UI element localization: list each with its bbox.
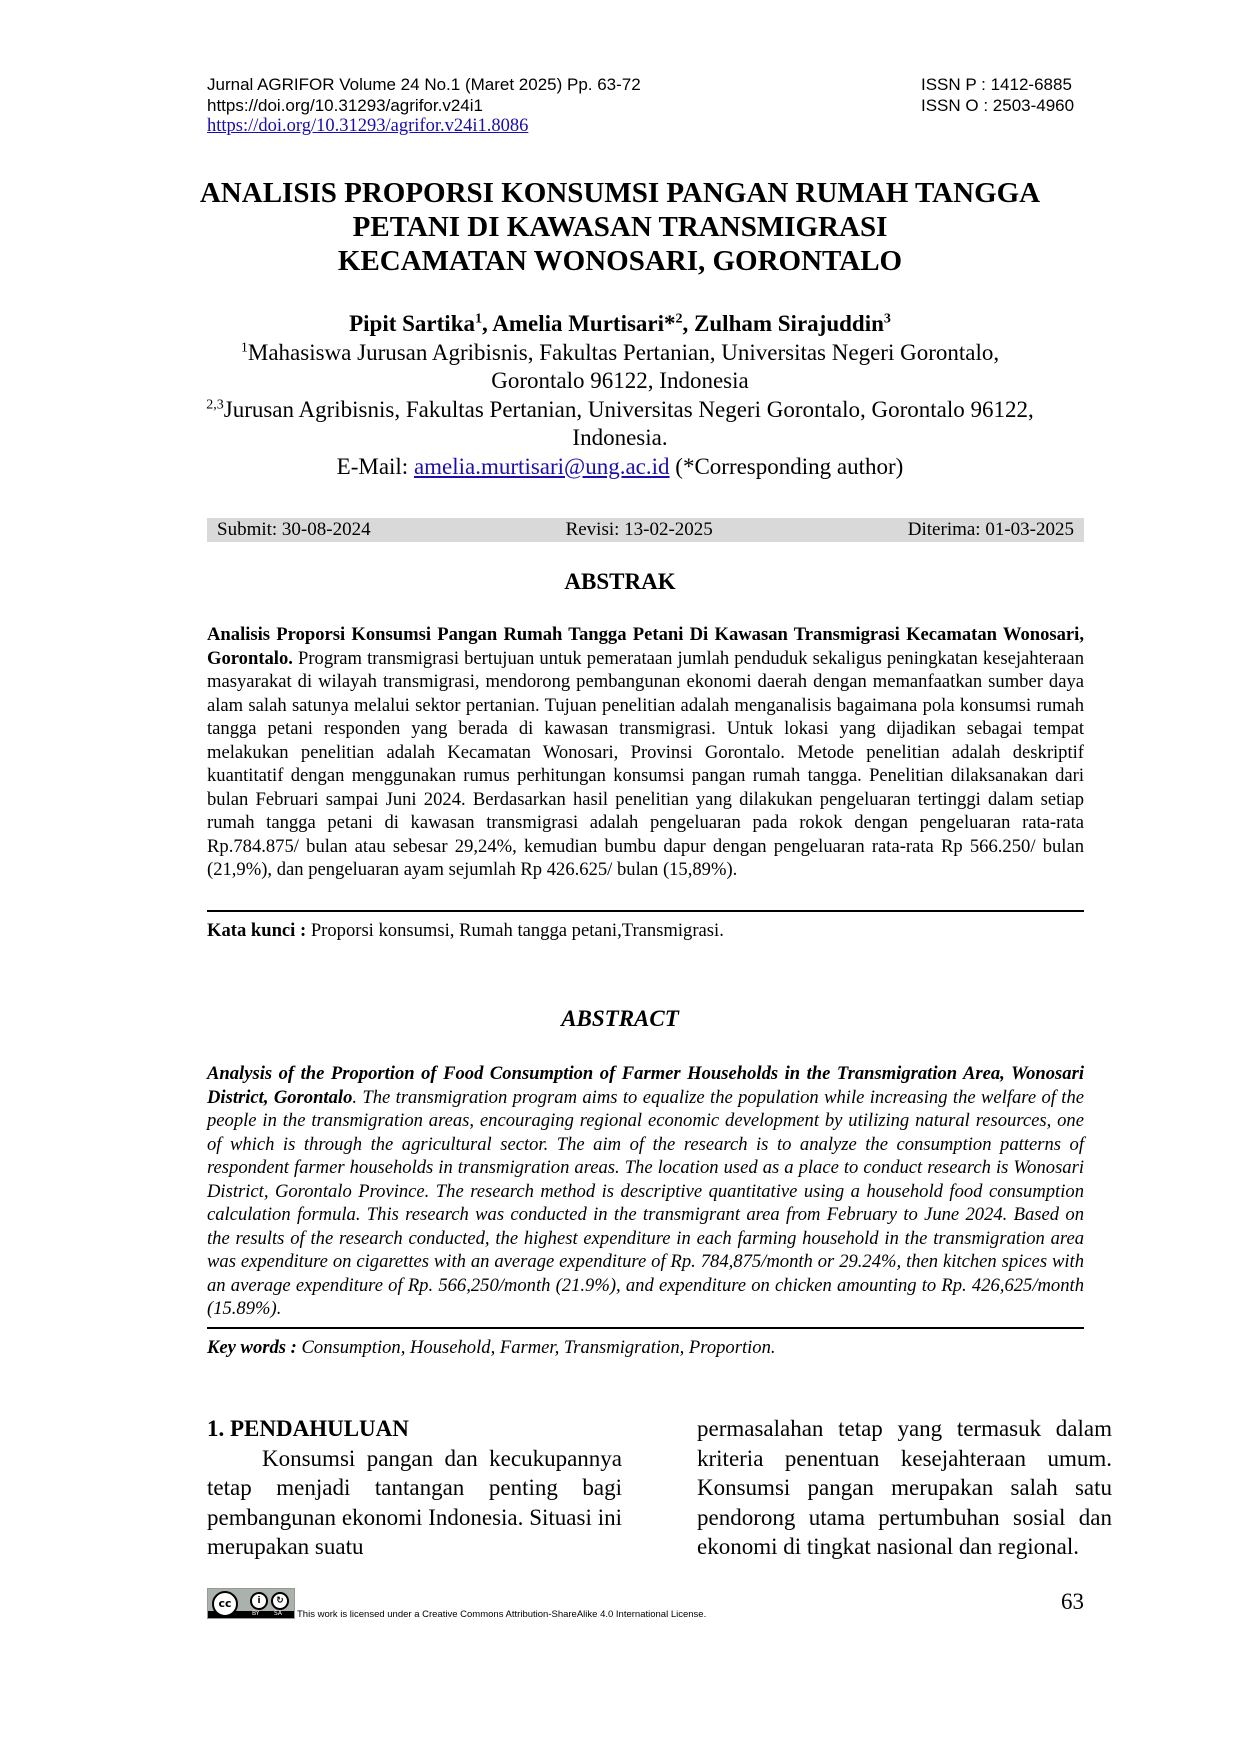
abstract-rule — [207, 1327, 1084, 1329]
abstrak-rule — [207, 910, 1084, 912]
abstract-heading: ABSTRACT — [561, 1006, 679, 1031]
kata-kunci — [207, 920, 1084, 942]
title-line-3: KECAMATAN WONOSARI, GORONTALO — [337, 245, 903, 277]
affiliation-text: Jurusan Agribisnis, Fakultas Pertanian, Universitas Negeri Gorontalo, Gorontalo 96122, — [223, 396, 1034, 422]
kata-kunci-text: Proporsi konsumsi, Rumah tangga petani,Transmigrasi. — [306, 920, 724, 941]
affiliation-2 — [160, 396, 1080, 425]
abstrak-heading: ABSTRAK — [564, 569, 676, 594]
abstrak-body — [207, 623, 1084, 882]
title-line-2: PETANI DI KAWASAN TRANSMIGRASI — [352, 211, 888, 243]
key-words-label: Key words : — [207, 1337, 297, 1358]
corresponding-note: (*Corresponding author) — [669, 453, 904, 479]
affiliation-2-cont: Indonesia. — [572, 425, 668, 450]
affiliation-1-cont: Gorontalo 96122, Indonesia — [491, 368, 749, 393]
issn-online: ISSN O : 2503-4960 — [921, 96, 1075, 115]
journal-header — [207, 74, 1084, 137]
license-text: This work is licensed under a Creative Commons Attribution-ShareAlike 4.0 International License. — [297, 1609, 707, 1620]
accepted-date: Diterima: 01-03-2025 — [907, 519, 1074, 540]
author-name: Zulham Sirajuddin — [694, 311, 884, 336]
issn-print: ISSN P : 1412-6885 — [921, 75, 1072, 94]
section-heading: 1. PENDAHULUAN — [207, 1416, 409, 1441]
affiliation-superscript: 1 — [240, 339, 248, 355]
page-number: 63 — [1061, 1589, 1084, 1614]
key-words — [207, 1337, 1084, 1359]
abstract-text: . The transmigration program aims to equalize the population while increasing the welfare of the people in the transmigration areas, encouraging regional economic development by utilizing natural resources, one of which is through the agricultural sector. The aim of the research is to analyze the consumption patterns of respondent farmer households in transmigration areas. The location used as a place to conduct research is Wonosari District, Gorontalo Province. The research method is descriptive quantitative using a household food consumption calculation formula. This research was conducted in the transmigrant area from February to June 2024. Based on the results of the research conducted, the highest expenditure in each farming household in the transmigration area was expenditure on cigarettes with an average expenditure of Rp. 784,875/month or 29.24%, then kitchen spices with an average expenditure of Rp. 566,250/month (21.9%), and expenditure on chicken amounting to Rp. 426,625/month (15.89%). — [207, 1086, 1085, 1319]
page-footer — [207, 1588, 1084, 1618]
author-superscript: 3 — [883, 311, 891, 327]
author-name: Pipit Sartika — [349, 311, 475, 336]
affiliation-text: Mahasiswa Jurusan Agribisnis, Fakultas Pertanian, Universitas Negeri Gorontalo, — [247, 339, 1000, 365]
author-names: Pipit Sartika$^1$, Amelia Murtisari*$^2$, Zulham Sirajuddin$^3$ — [349, 311, 891, 336]
paper-title — [160, 176, 1080, 278]
intro-paragraph: Konsumsi pangan dan kecukupannya tetap menjadi tantangan penting bagi pembangunan ekonomi Indonesia. Situasi ini merupakan suatu — [207, 1445, 622, 1559]
intro-column-right — [697, 1414, 1112, 1562]
author-superscript: 1 — [474, 311, 482, 327]
cc-by-sa-logo — [207, 1588, 295, 1619]
email-label: E-Mail: — [336, 453, 414, 479]
abstract-lead: Analysis of the Proportion of Food Consumption of Farmer Households in the Transmigration Area, Wonosari District, Gorontalo — [207, 1063, 1084, 1108]
author-block — [160, 310, 1080, 481]
submission-dates-bar — [207, 518, 1084, 542]
by-person-icon: i — [250, 1592, 268, 1610]
cc-by-label: BY — [252, 1610, 260, 1617]
revision-date: Revisi: 13-02-2025 — [565, 519, 713, 540]
abstract-body — [207, 1062, 1084, 1321]
submit-date: Submit: 30-08-2024 — [217, 519, 371, 540]
article-doi-link[interactable]: https://doi.org/10.31293/agrifor.v24i1.8086 — [207, 116, 529, 136]
cc-sa-label: SA — [274, 1610, 283, 1617]
abstrak-lead: Analisis Proporsi Konsumsi Pangan Rumah Tangga Petani Di Kawasan Transmigrasi Kecamatan Wonosari, Gorontalo. — [207, 624, 1084, 669]
author-name: Amelia Murtisari* — [492, 311, 676, 336]
intro-paragraph-cont: permasalahan tetap yang termasuk dalam kriteria penentuan kesejahteraan umum. Konsumsi pangan merupakan salah satu pendorong utama pertumbuhan sosial dan ekonomi di tingkat nasional dan regional. — [697, 1416, 1112, 1559]
share-alike-icon: ↻ — [271, 1592, 289, 1610]
affiliation-1 — [160, 339, 1080, 368]
abstrak-text: Program transmigrasi bertujuan untuk pemerataan jumlah penduduk sekaligus peningkatan kesejahteraan masyarakat di wilayah transmigrasi, mendorong pembangunan ekonomi daerah dengan memanfaatkan sumber daya alam salah satunya melalui sektor pertanian. Tujuan penelitian adalah menganalisis bagaimana pola konsumsi rumah tangga petani responden yang berada di kawasan transmigrasi. Untuk lokasi yang dijadikan sebagai tempat melakukan penelitian adalah Kecamatan Wonosari, Provinsi Gorontalo. Metode penelitian adalah deskriptif kuantitatif dengan menggunakan rumus perhitungan konsumsi pangan rumah tangga. Penelitian dilaksanakan dari bulan Februari sampai Juni 2024. Berdasarkan hasil penelitian yang dilakukan pengeluaran tertinggi dalam setiap rumah tangga petani di kawasan transmigrasi adalah pengeluaran pada rokok dengan pengeluaran rata-rata Rp.784.875/ bulan atau sebesar 29,24%, kemudian bumbu dapur dengan pengeluaran rata-rata Rp 566.250/ bulan (21,9%), dan pengeluaran ayam sejumlah Rp 426.625/ bulan (15,89%). — [207, 647, 1084, 880]
key-words-text: Consumption, Household, Farmer, Transmigration, Proportion. — [296, 1337, 776, 1358]
email-line — [160, 453, 1080, 482]
affiliation-superscript: 2,3 — [206, 396, 224, 412]
cc-icon: cc — [212, 1591, 238, 1617]
author-superscript: 2 — [675, 311, 683, 327]
journal-doi: https://doi.org/10.31293/agrifor.v24i1 — [207, 96, 483, 115]
intro-column-left — [207, 1414, 622, 1562]
title-line-1: ANALISIS PROPORSI KONSUMSI PANGAN RUMAH TANGGA — [199, 177, 1041, 209]
kata-kunci-label: Kata kunci : — [207, 920, 307, 941]
journal-citation: Jurnal AGRIFOR Volume 24 No.1 (Maret 2025) Pp. 63-72 — [207, 75, 641, 94]
email-link[interactable]: amelia.murtisari@ung.ac.id — [413, 453, 670, 479]
